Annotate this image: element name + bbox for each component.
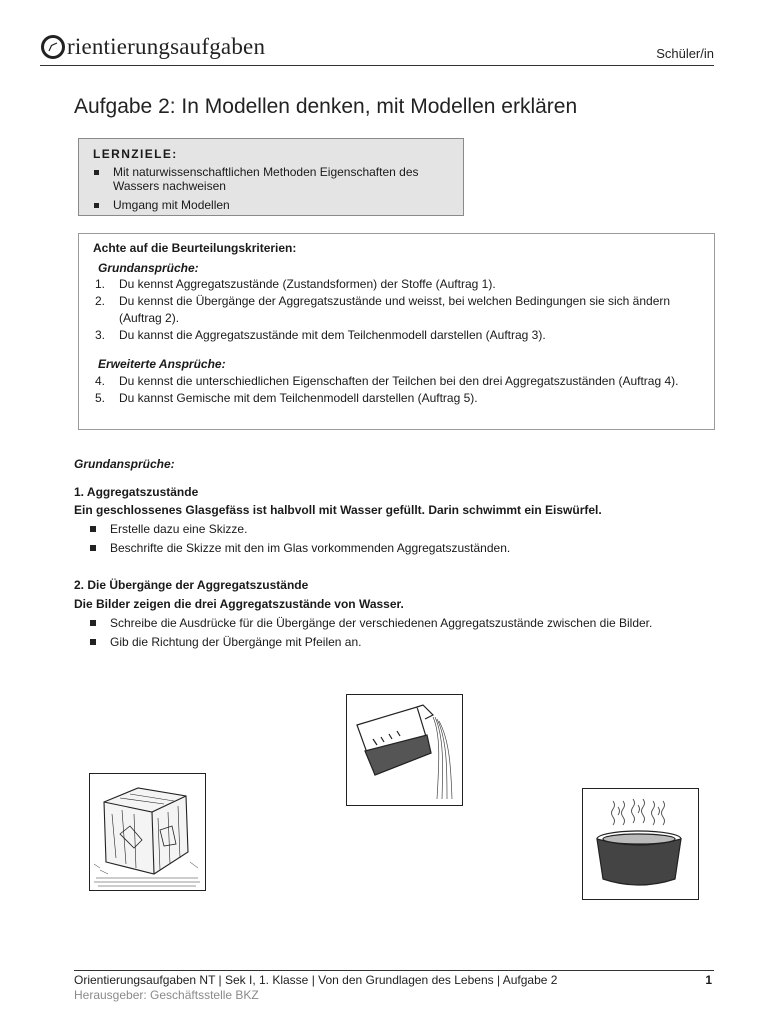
learning-goals-box [78,138,464,216]
learning-goals-list [91,165,453,217]
extended-requirements-list [85,373,699,407]
list-item: 2. Du kennst die Übergänge der Aggregatszustände und weisst, bei welchen Bedingungen sie sich ändern (Auftrag 2). [95,294,671,325]
compass-o-icon [40,34,66,60]
list-item: Erstelle dazu eine Skizze. [90,522,247,536]
pouring-beaker-icon [347,695,462,805]
bullet-icon [90,620,96,626]
section-heading: Grundansprüche: [74,457,175,471]
steaming-pot-icon [583,789,698,899]
extended-requirements-heading: Erweiterte Ansprüche: [98,357,226,371]
list-item: 4. Du kennst die unterschiedlichen Eigenschaften der Teilchen bei den drei Aggregatszuständen (Auftrag 4). [95,374,679,388]
footer-series-info: Orientierungsaufgaben NT | Sek I, 1. Klasse | Von den Grundlagen des Lebens | Aufgabe 2 [74,973,558,987]
list-item: Beschrifte die Skizze mit den im Glas vorkommenden Aggregatszuständen. [90,541,510,555]
list-item: Schreibe die Ausdrücke für die Übergänge der verschiedenen Aggregatszustände zwischen die Bilder. [90,616,652,630]
bullet-icon [94,203,99,208]
criteria-heading: Achte auf die Beurteilungskriterien: [93,241,297,255]
list-item: 5. Du kannst Gemische mit dem Teilchenmodell darstellen (Auftrag 5). [95,391,478,405]
task1-prompt: Ein geschlossenes Glasgefäss ist halbvoll mit Wasser gefüllt. Darin schwimmt ein Eiswürfel. [74,503,602,517]
footer-divider [74,970,714,971]
task2-prompt: Die Bilder zeigen die drei Aggregatszustände von Wasser. [74,597,404,611]
list-item: 1. Du kennst Aggregatszustände (Zustandsformen) der Stoffe (Auftrag 1). [95,277,496,291]
header-divider [40,65,714,66]
footer-publisher: Herausgeber: Geschäftsstelle BKZ [74,988,259,1002]
page-number: 1 [705,973,712,987]
list-item: Gib die Richtung der Übergänge mit Pfeilen an. [90,635,361,649]
list-item: Umgang mit Modellen [91,198,453,212]
bullet-icon [90,639,96,645]
ice-cube-icon [90,774,205,890]
bullet-icon [94,170,99,175]
basic-requirements-list [85,276,699,344]
brand-name: rientierungsaufgaben [67,34,266,59]
pouring-beaker-image [346,694,463,806]
audience-label: Schüler/in [656,46,714,61]
list-item: 3. Du kannst die Aggregatszustände mit dem Teilchenmodell darstellen (Auftrag 3). [95,328,546,342]
task1-title: 1. Aggregatszustände [74,485,199,499]
assessment-criteria-box [78,233,715,430]
bullet-icon [90,545,96,551]
learning-goals-heading: LERNZIELE: [93,147,178,161]
bullet-icon [90,526,96,532]
steaming-pot-image [582,788,699,900]
brand-logo [40,32,265,62]
ice-cube-image [89,773,206,891]
basic-requirements-heading: Grundansprüche: [98,261,199,275]
list-item: Mit naturwissenschaftlichen Methoden Eigenschaften des Wassers nachweisen [91,165,453,193]
task2-title: 2. Die Übergänge der Aggregatszustände [74,578,309,592]
page-title: Aufgabe 2: In Modellen denken, mit Modellen erklären [74,95,578,118]
